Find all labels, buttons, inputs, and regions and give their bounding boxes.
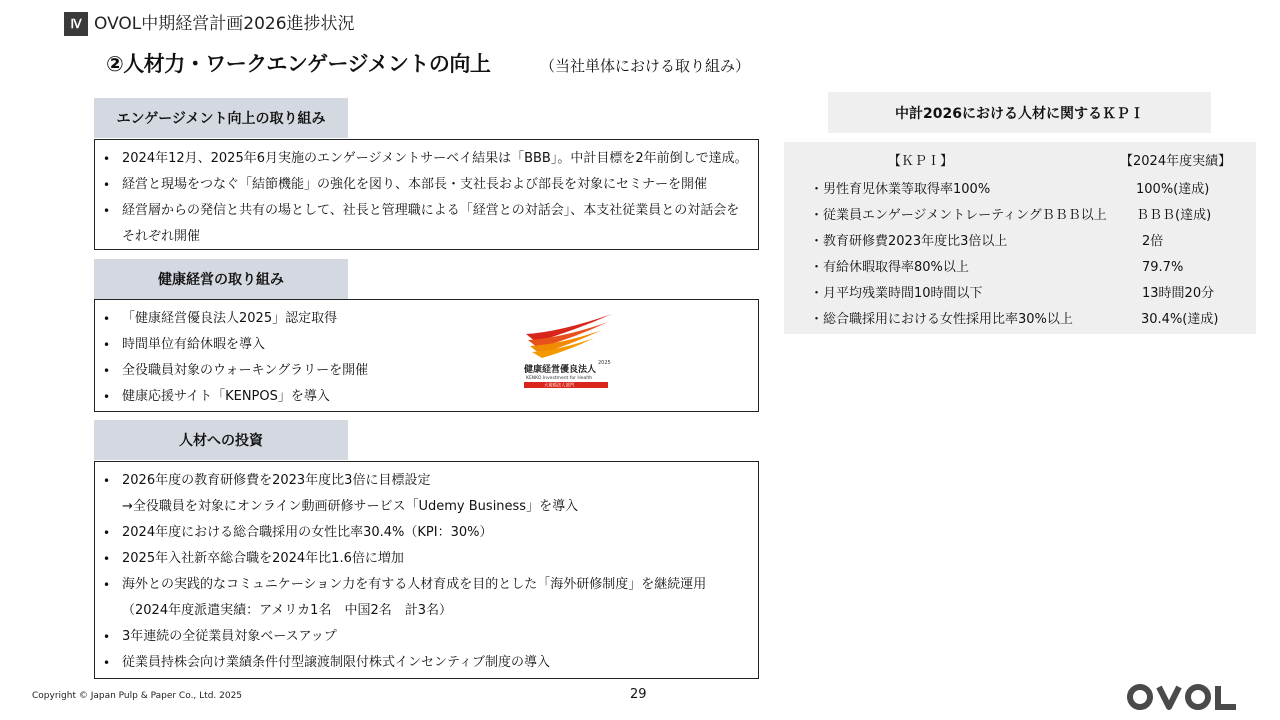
- health-box: [94, 299, 759, 412]
- kpi-row: [810, 307, 1250, 333]
- health-item: • 時間単位有給休暇を導入: [103, 337, 266, 352]
- investment-item-continued: →全役職員を対象にオンライン動画研修サービス「Udemy Business」を導入: [122, 499, 579, 514]
- kpi-result: 30.4%(達成): [1141, 312, 1219, 327]
- health-item: • 全役職員対象のウォーキングラリーを開催: [103, 363, 369, 378]
- kpi-result-column-header: 【2024年度実績】: [1120, 154, 1232, 169]
- engagement-item-continued: それぞれ開催: [122, 229, 201, 244]
- kpi-name: ・総合職採用における女性採用比率30%以上: [810, 312, 1073, 327]
- logo-name: 健康経営優良法人: [524, 365, 597, 375]
- investment-item: • 2025年入社新卒総合職を2024年比1.6倍に増加: [103, 551, 404, 566]
- kpi-name: ・教育研修費2023年度比3倍以上: [810, 234, 1008, 249]
- investment-box: [94, 461, 759, 679]
- investment-item: • 海外との実践的なコミュニケーション力を有する人材育成を目的とした「海外研修制度」を継続運用: [103, 577, 707, 592]
- investment-item: • 3年連続の全従業員対象ベースアップ: [103, 629, 337, 644]
- kpi-result: ＢＢＢ(達成): [1136, 208, 1212, 223]
- kpi-name: ・月平均残業時間10時間以下: [810, 286, 983, 301]
- page-number: 29: [630, 687, 647, 702]
- investment-item: • 2024年度における総合職採用の女性比率30.4%（KPI：30%）: [103, 525, 493, 540]
- engagement-item: • 経営と現場をつなぐ「結節機能」の強化を図り、本部長・支社長および部長を対象にセミナーを開催: [103, 177, 708, 192]
- kpi-row: [810, 281, 1250, 307]
- engagement-box: [94, 139, 759, 250]
- investment-item: • 2026年度の教育研修費を2023年度比3倍に目標設定: [103, 473, 431, 488]
- investment-item-continued: （2024年度派遣実績：アメリカ1名 中国2名 計3名）: [122, 603, 452, 618]
- kpi-result: 100%(達成): [1136, 182, 1210, 197]
- kenko-keiei-logo: [520, 312, 620, 392]
- kpi-result: 2倍: [1142, 234, 1164, 249]
- kpi-column-header: 【ＫＰＩ】: [888, 154, 954, 169]
- health-label: 健康経営の取り組み: [94, 259, 348, 299]
- kpi-row: [810, 255, 1250, 281]
- page-subtitle: （当社単体における取り組み）: [540, 57, 751, 75]
- logo-english: KENKO Investment for Health: [526, 376, 593, 381]
- investment-label: 人材への投資: [94, 420, 348, 460]
- kenko-keiei-logo-mark: [520, 312, 620, 392]
- kpi-result: 79.7%: [1142, 260, 1184, 275]
- kpi-name: ・男性育児休業等取得率100%: [810, 182, 991, 197]
- kpi-result: 13時間20分: [1142, 286, 1215, 301]
- engagement-label: エンゲージメント向上の取り組み: [94, 98, 348, 138]
- kpi-name: ・有給休暇取得率80%以上: [810, 260, 969, 275]
- investment-item: • 従業員持株会向け業績条件付型譲渡制限付株式インセンティブ制度の導入: [103, 655, 550, 670]
- kpi-row: [810, 229, 1250, 255]
- kpi-row: [810, 203, 1250, 229]
- page-title: ②人材力・ワークエンゲージメントの向上: [106, 52, 491, 76]
- engagement-item: • 経営層からの発信と共有の場として、社長と管理職による「経営との対話会」、本支社従業員との対話会を: [103, 203, 740, 218]
- section-badge: Ⅳ: [64, 12, 88, 36]
- copyright: Copyright © Japan Pulp & Paper Co., Ltd. 2025: [32, 691, 243, 701]
- engagement-item: • 2024年12月、2025年6月実施のエンゲージメントサーベイ結果は「BBB」。中計目標を2年前倒しで達成。: [103, 151, 748, 166]
- logo-year: 2025: [598, 360, 611, 366]
- ovol-logo: [1126, 682, 1240, 712]
- kpi-row: [810, 177, 1250, 203]
- health-item: • 健康応援サイト「KENPOS」を導入: [103, 389, 330, 404]
- section-title: OVOL中期経営計画2026進捗状況: [94, 14, 355, 34]
- kpi-heading: 中計2026における人材に関するＫＰＩ: [828, 92, 1211, 133]
- health-item: • 「健康経営優良法人2025」認定取得: [103, 311, 338, 326]
- kpi-name: ・従業員エンゲージメントレーティングＢＢＢ以上: [810, 208, 1107, 223]
- ovol-logo-mark: [1126, 682, 1240, 712]
- logo-category: 大規模法人部門: [544, 383, 575, 389]
